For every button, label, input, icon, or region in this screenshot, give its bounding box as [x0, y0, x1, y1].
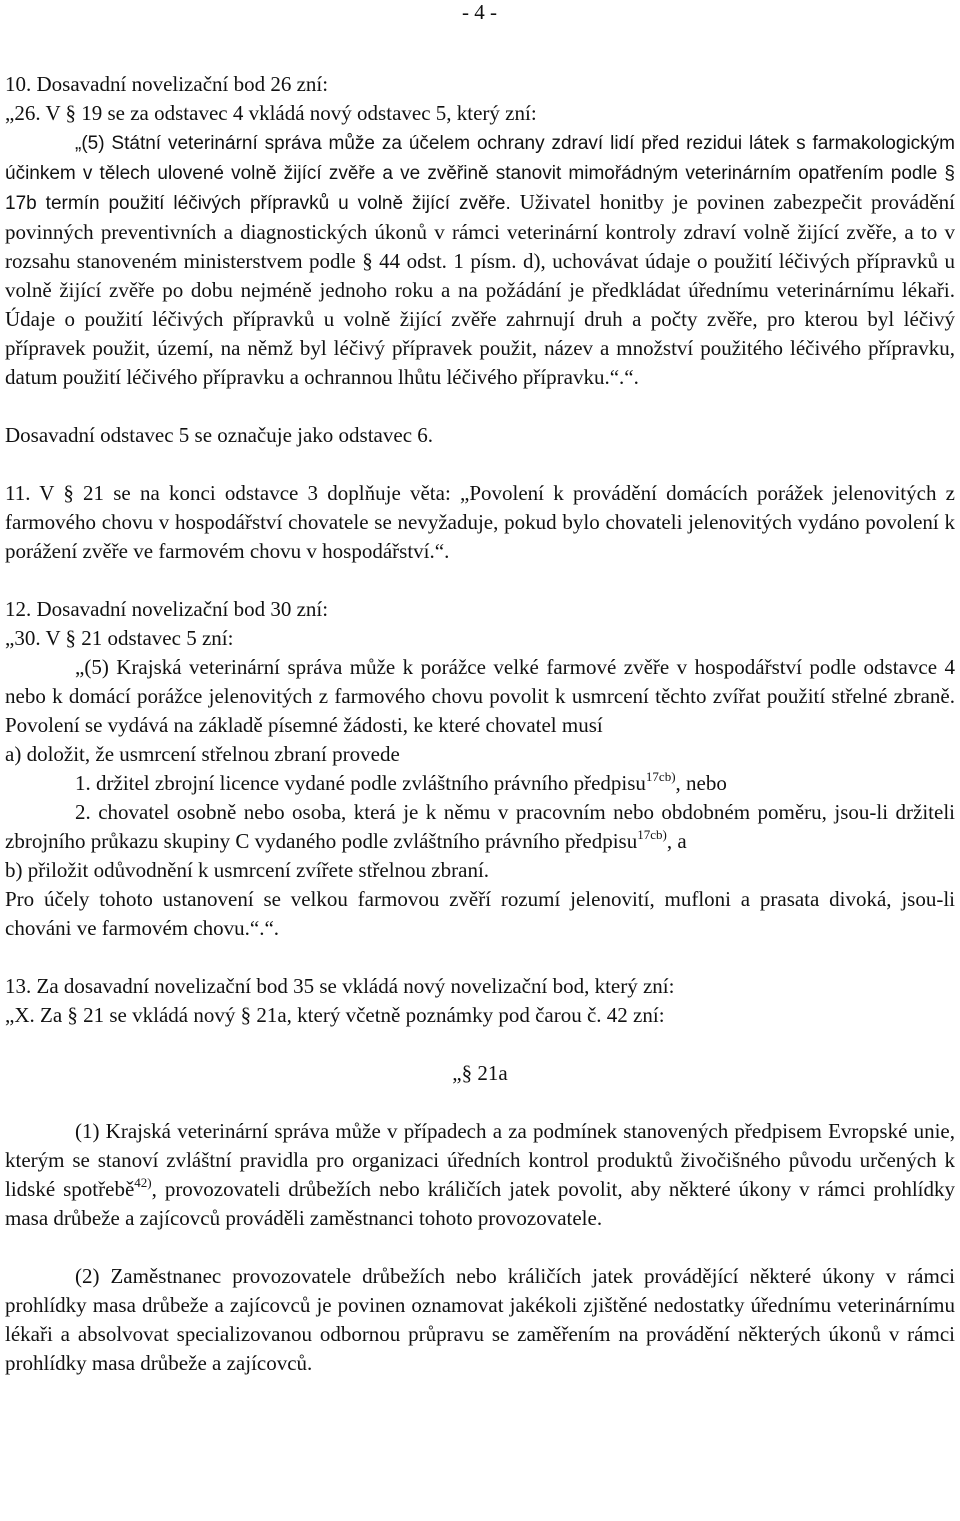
item-10-renumber: Dosavadní odstavec 5 se označuje jako odstavec 6. — [5, 423, 434, 447]
footnote-ref-17cb: 17cb) — [645, 769, 676, 784]
section-21a-paragraph-1-after: , provozovateli drůbežích nebo králičích jatek povolit, aby některé úkony v rámci prohlídky masa drůbeže a zajícovců prováděli zaměstnanci tohoto provozovatele. — [5, 1177, 955, 1230]
item-10-heading: 10. Dosavadní novelizační bod 26 zní: — [5, 72, 329, 96]
item-12-point-a1-text: 1. držitel zbrojní licence vydané podle zvláštního právního předpisu — [75, 771, 646, 795]
item-12-point-a1 — [5, 769, 955, 798]
item-10-quote-part-3: Údaje o použití léčivých přípravků u volně žijící zvěře zahrnují druh a počty zvěře, pro kterou byl léčivý přípravek použit, území, na němž byl léčivý přípravek použit, název a množství použitého léčivého přípravku, datum použití léčivého přípravku a ochrannou lhůtu léčivého přípravku.“.“. — [5, 307, 955, 389]
section-21a-paragraph-1 — [5, 1117, 955, 1233]
item-12-point-a: a) doložit, že usmrcení střelnou zbraní provede — [5, 742, 400, 766]
item-12-point-a2-text: 2. chovatel osobně nebo osoba, která je k němu v pracovním nebo obdobném poměru, jsou-li držiteli zbrojního průkazu skupiny C vydaného podle zvláštního právního předpisu — [5, 800, 955, 853]
item-12-heading: 12. Dosavadní novelizační bod 30 zní: — [5, 597, 329, 621]
item-13-heading: 13. Za dosavadní novelizační bod 35 se vkládá nový novelizační bod, který zní: — [5, 974, 675, 998]
item-12-paragraph-5: „(5) Krajská veterinární správa může k porážce velké farmové zvěře v hospodářství podle odstavce 4 nebo k domácí porážce jelenovitých z farmového chovu povolit k usmrcení těchto zvířat použití střelné zbraně. Povolení se vydává na základě písemné žádosti, ke které chovatel musí — [5, 655, 955, 737]
item-12-point-b: b) přiložit odůvodnění k usmrcení zvířete střelnou zbraní. — [5, 858, 490, 882]
section-21a-title: „§ 21a — [452, 1061, 508, 1085]
footnote-ref-17cb: 17cb) — [637, 827, 667, 842]
document-body — [5, 70, 955, 1378]
item-12-point-a2 — [5, 798, 955, 856]
item-10-quote-part-1: „(5) Státní veterinární správa může za účelem ochrany zdraví lidí před rezidui látek s farmakologickým účinkem v tělech ulovené volně žijící zvěře a ve zvěřině stanovit mimořádným veterinárním opatřením podle § 17b termín použití léčivých přípravků u volně žijící zvěře. — [5, 133, 955, 214]
item-10-quote-part-2: Uživatel honitby je povinen zabezpečit provádění povinných preventivních a diagnostických úkonů v rámci veterinární kontroly zdraví volně žijící zvěře, a to v rozsahu stanoveném ministerstvem podle § 44 odst. 1 písm. d), uchovávat údaje o použití léčivých přípravků u volně žijící zvěře po dobu nejméně jednoho roku a na požádání je předkládat úřednímu veterinárnímu lékaři. — [5, 190, 955, 302]
item-12-point-a2-after: , a — [666, 829, 687, 853]
item-11-text: 11. V § 21 se na konci odstavce 3 doplňuje věta: „Povolení k provádění domácích porážek jelenovitých z farmového chovu v hospodářství chovatele se nevyžaduje, pokud bylo chovateli jelenovitých vydáno povolení k porážení zvěře ve farmovém chovu v hospodářství.“. — [5, 481, 955, 563]
page-number: - 4 - — [462, 0, 497, 24]
section-21a-paragraph-2: (2) Zaměstnanec provozovatele drůbežích nebo králičích jatek provádějící některé úkony v rámci prohlídky masa drůbeže a zajícovců je povinen oznamovat jakékoli zjištěné nedostatky úřednímu veterinárnímu lékaři a absolvovat specializovanou odbornou průpravu se zaměřením na provádění některých úkonů v rámci prohlídky masa drůbeže a zajícovců. — [5, 1264, 955, 1375]
item-10-quote — [5, 128, 955, 392]
item-12-closing: Pro účely tohoto ustanovení se velkou farmovou zvěří rozumí jelenovití, mufloni a prasata divoká, jsou-li chováni ve farmovém chovu.“.“. — [5, 887, 955, 940]
section-21a-paragraph-1-text: (1) Krajská veterinární správa může v případech a za podmínek stanovených předpisem Evropské unie, kterým se stanoví zvláštní pravidla pro organizaci úředních kontrol produktů živočišného původu určených k lidské spotřebě — [5, 1119, 955, 1201]
item-12-point-a1-after: , nebo — [675, 771, 727, 795]
footnote-ref-42: 42) — [134, 1175, 152, 1190]
item-12-intro: „30. V § 21 odstavec 5 zní: — [5, 626, 234, 650]
item-10-intro: „26. V § 19 se za odstavec 4 vkládá nový odstavec 5, který zní: — [5, 101, 537, 125]
item-13-intro: „X. Za § 21 se vkládá nový § 21a, který včetně poznámky pod čarou č. 42 zní: — [5, 1003, 665, 1027]
